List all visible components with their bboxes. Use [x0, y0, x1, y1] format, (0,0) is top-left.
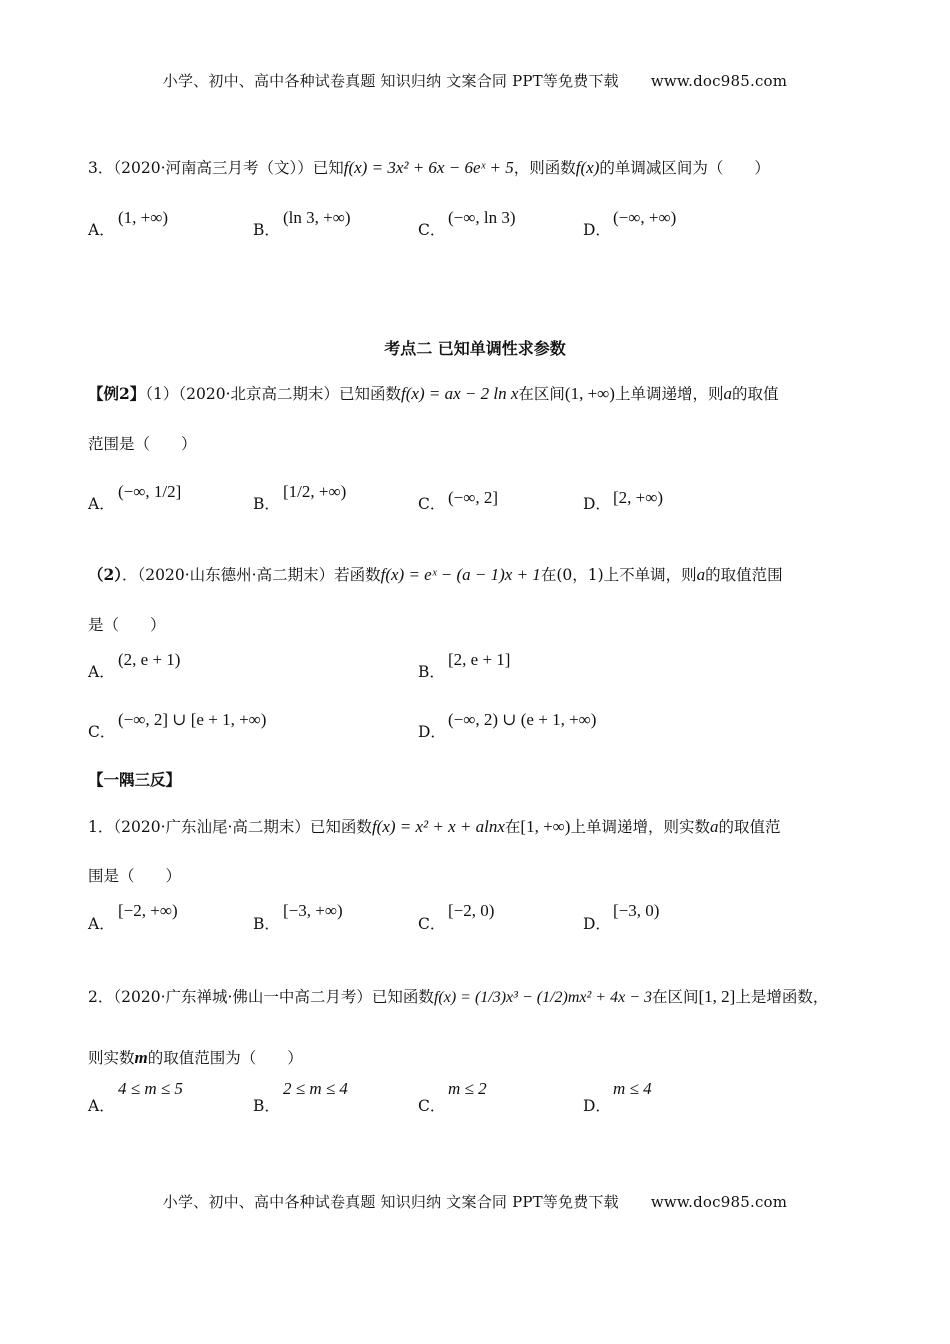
option-label: B． — [253, 1097, 280, 1115]
option-value: 2 ≤ m ≤ 4 — [283, 1079, 348, 1098]
page-header — [0, 70, 950, 91]
question-text: 则实数 — [88, 1049, 135, 1067]
header-text: 小学、初中、高中各种试卷真题 知识归纳 文案合同 PPT等免费下载 — [162, 72, 619, 90]
header-url: www.doc985.com — [650, 72, 788, 90]
question-source: （2020·广东汕尾·高二期末）已知函数 — [113, 818, 372, 836]
option-label: A． — [88, 495, 115, 513]
variable: a — [723, 384, 732, 403]
question-text: 的取值范围 — [705, 566, 783, 584]
formula: f(x) — [575, 158, 600, 177]
formula: f(x) = x² + x + alnx — [371, 817, 505, 836]
section-title: 考点二 已知单调性求参数 — [384, 339, 566, 358]
page-footer — [0, 1191, 950, 1212]
question-number: （1） — [145, 385, 179, 403]
option-value: [−3, +∞) — [283, 901, 343, 920]
option-label: C． — [418, 915, 446, 933]
option-label: D． — [583, 221, 611, 239]
option-label: C． — [88, 723, 116, 741]
practice-question-1 — [88, 815, 780, 837]
option-value: (−∞, +∞) — [613, 208, 677, 227]
option-value: (−∞, 1/2] — [118, 482, 182, 501]
question-text: 上单调递增，则实数 — [570, 818, 710, 836]
option-label: D． — [583, 495, 611, 513]
question-source: （2020·河南高三月考（文））已知 — [113, 159, 344, 177]
option-label: D． — [418, 723, 446, 741]
question-source: （2020·广东禅城·佛山一中高二月考）已知函数 — [113, 988, 434, 1006]
option-value: (−∞, 2] ∪ [e + 1, +∞) — [118, 710, 267, 729]
example-2-part-2 — [88, 563, 783, 585]
option-label: B． — [253, 495, 280, 513]
question-text: 上是增函数， — [735, 988, 829, 1006]
option-label: D． — [583, 915, 611, 933]
option-value: (1, +∞) — [118, 208, 169, 227]
question-text: ，则函数 — [513, 159, 576, 177]
option-value: [2, +∞) — [613, 488, 664, 507]
option-value: (−∞, 2] — [448, 488, 499, 507]
question-number: （2） — [88, 565, 123, 584]
question-text: 的取值范 — [718, 818, 781, 836]
option-value: [−2, 0) — [448, 901, 495, 920]
variable: a — [696, 565, 706, 584]
example-tag: 【例2】 — [88, 384, 146, 403]
interval: [1, +∞) — [520, 817, 571, 836]
option-value: (−∞, 2) ∪ (e + 1, +∞) — [448, 710, 597, 729]
question-number: 3． — [88, 159, 114, 177]
option-label: C． — [418, 1097, 446, 1115]
question-source: ．（2020·山东德州·高二期末）若函数 — [122, 566, 381, 584]
option-value: [−2, +∞) — [118, 901, 178, 920]
option-value: (−∞, ln 3) — [448, 208, 516, 227]
option-value: (2, e + 1) — [118, 650, 181, 669]
question-text-line2: 围是（ ） — [88, 867, 182, 885]
formula: f(x) = 3x² + 6x − 6eˣ + 5 — [343, 158, 514, 177]
practice-question-2 — [88, 985, 828, 1007]
question-text: 在(0，1)上不单调，则 — [540, 566, 697, 584]
option-value: m ≤ 4 — [613, 1079, 652, 1098]
option-value: [−3, 0) — [613, 901, 660, 920]
interval: (1, +∞) — [564, 384, 615, 403]
option-label: B． — [253, 915, 280, 933]
variable: a — [709, 817, 719, 836]
interval: [1, 2] — [698, 987, 736, 1006]
question-text: 在 — [504, 818, 521, 836]
option-label: C． — [418, 495, 446, 513]
practice-title: 【一隅三反】 — [88, 770, 182, 789]
question-text: 在区间 — [651, 988, 699, 1006]
question-number: 1． — [88, 818, 114, 836]
question-source: （2020·北京高二期末）已知函数 — [178, 385, 402, 403]
option-value: m ≤ 2 — [448, 1079, 487, 1098]
question-text: 在区间 — [518, 385, 565, 403]
formula: f(x) = (1/3)x³ − (1/2)mx² + 4x − 3 — [433, 989, 652, 1006]
example-2-part-1 — [88, 382, 778, 404]
question-text: 上单调递增，则 — [614, 385, 724, 403]
footer-url: www.doc985.com — [650, 1193, 788, 1211]
formula: f(x) = eˣ − (a − 1)x + 1 — [380, 565, 541, 584]
formula: f(x) = ax − 2 ln x — [401, 384, 519, 403]
question-text-line2: 范围是（ ） — [88, 435, 197, 453]
option-label: C． — [418, 221, 446, 239]
variable: m — [134, 1048, 148, 1067]
question-3 — [88, 156, 770, 178]
option-label: D． — [583, 1097, 611, 1115]
option-value: 4 ≤ m ≤ 5 — [118, 1079, 183, 1098]
question-text: 的取值 — [731, 385, 779, 403]
footer-text: 小学、初中、高中各种试卷真题 知识归纳 文案合同 PPT等免费下载 — [162, 1193, 619, 1211]
option-label: A． — [88, 663, 115, 681]
option-value: [1/2, +∞) — [283, 482, 347, 501]
question-text-line2 — [88, 1046, 303, 1068]
question-number: 2． — [88, 988, 114, 1006]
question-text-line2: 是（ ） — [88, 616, 166, 634]
option-label: B． — [253, 221, 280, 239]
question-text: 的取值范围为（ ） — [147, 1049, 303, 1067]
question-text: 的单调减区间为（ ） — [599, 159, 770, 177]
option-label: A． — [88, 221, 115, 239]
option-label: A． — [88, 1097, 115, 1115]
option-value: (ln 3, +∞) — [283, 208, 351, 227]
option-value: [2, e + 1] — [448, 650, 511, 669]
option-label: B． — [418, 663, 445, 681]
option-label: A． — [88, 915, 115, 933]
